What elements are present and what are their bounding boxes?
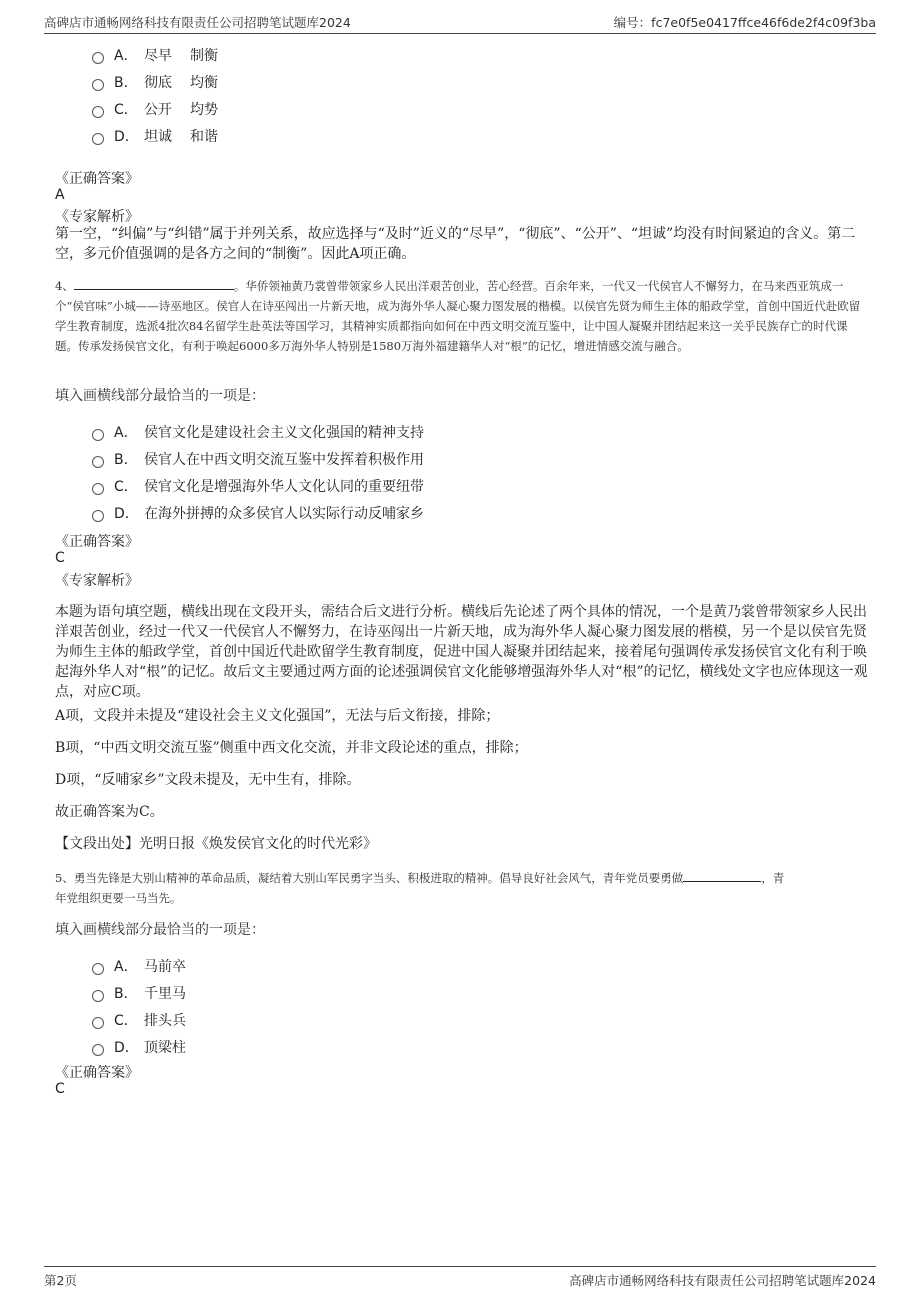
q5-option-d[interactable]: D． 顶梁柱 [92, 1033, 186, 1060]
q5-option-a[interactable]: A． 马前卒 [92, 952, 186, 979]
q4-blank [74, 276, 234, 290]
q4-stem: 4、 。华侨领袖黄乃裳曾带领家乡人民出洋艰苦创业，苦心经营。百余年来，一代又一代侯官人不懈努力，在马来西亚筑成一个“侯官味”小城——诗巫地区。侯官人在诗巫闯出一片新天地，成为海外华人凝心聚力图发展的楷模。以侯官先贤为师生主体的船政学堂，首创中国近代赴欧留学生教育制度，选派4批次84名留学生赴英法等国学习，其精神实质都指向如何在中西文明交流互鉴中，让中国人凝聚并团结起来这一关乎民族存亡的时代课题。传承发扬侯官文化，有利于唤起6000多万海外华人特别是1580万海外福建籍华人对“根”的记忆，增进情感交流与融合。 [55, 276, 868, 356]
q3-analysis-label: 《专家解析》 [55, 209, 139, 225]
q4-option-b[interactable]: B． 侯官人在中西文明交流互鉴中发挥着积极作用 [92, 445, 424, 472]
q3-option-c[interactable]: C． 公开 均势 [92, 95, 218, 122]
radio-icon[interactable] [92, 133, 104, 145]
q3-answer-label: 《正确答案》 [55, 171, 139, 187]
radio-icon[interactable] [92, 456, 104, 468]
q3-options [92, 41, 218, 149]
header-doc-id: 编号：fc7e0f5e0417ffce46f6de2f4c09f3ba [613, 15, 876, 30]
radio-icon[interactable] [92, 79, 104, 91]
radio-icon[interactable] [92, 990, 104, 1002]
q4-analysis-paragraph: 本题为语句填空题，横线出现在文段开头，需结合后文进行分析。横线后先论述了两个具体的情况，一个是黄乃裳曾带领家乡人民出洋艰苦创业，经过一代又一代侯官人不懈努力，在诗巫闯出一片新天地，成为海外华人凝心聚力图发展的楷模，另一个是以侯官先贤为师生主体的船政学堂，首创中国近代赴欧留学生教育制度，促进中国人凝聚并团结起来，接着尾句强调传承发扬侯官文化有利于唤起海外华人对“根”的记忆。故后文主要通过两方面的论述强调侯官文化能够增强海外华人对“根”的记忆，横线处文字也应体现这一观点，对应C项。 [55, 604, 868, 700]
radio-icon[interactable] [92, 963, 104, 975]
radio-icon[interactable] [92, 106, 104, 118]
radio-icon[interactable] [92, 1044, 104, 1056]
q3-option-d[interactable]: D． 坦诚 和谐 [92, 122, 218, 149]
radio-icon[interactable] [92, 483, 104, 495]
q5-stem: 5、勇当先锋是大别山精神的革命品质，凝结着大别山军民勇字当头、积极进取的精神。倡导良好社会风气，青年党员要勇做 ，青 年党组织更要一马当先。 [55, 868, 868, 908]
q5-options [92, 952, 186, 1060]
q4-analysis-conclusion: 故正确答案为C。 [55, 804, 164, 820]
q4-option-c[interactable]: C． 侯官文化是增强海外华人文化认同的重要纽带 [92, 472, 424, 499]
q4-analysis-option-d: D项，“反哺家乡”文段未提及，无中生有，排除。 [55, 772, 361, 788]
q3-option-b[interactable]: B． 彻底 均衡 [92, 68, 218, 95]
q5-option-c[interactable]: C． 排头兵 [92, 1006, 186, 1033]
q5-blank [683, 868, 761, 882]
radio-icon[interactable] [92, 510, 104, 522]
radio-icon[interactable] [92, 429, 104, 441]
header-title: 高碑店市通畅网络科技有限责任公司招聘笔试题库2024 [44, 15, 351, 30]
page-number: 第2页 [44, 1273, 77, 1288]
q3-answer: A [55, 187, 65, 203]
q5-prompt: 填入画横线部分最恰当的一项是： [55, 922, 265, 938]
q4-analysis-option-a: A项，文段并未提及“建设社会主义文化强国”，无法与后文衔接，排除； [55, 708, 500, 724]
header-rule [44, 33, 876, 34]
q4-analysis-label: 《专家解析》 [55, 573, 139, 589]
page-header [44, 13, 876, 31]
q5-answer-label: 《正确答案》 [55, 1065, 139, 1081]
radio-icon[interactable] [92, 52, 104, 64]
q4-answer-label: 《正确答案》 [55, 534, 139, 550]
q5-answer: C [55, 1081, 65, 1097]
q4-analysis-option-b: B项，“中西文明交流互鉴”侧重中西文化交流，并非文段论述的重点，排除； [55, 740, 528, 756]
footer-title: 高碑店市通畅网络科技有限责任公司招聘笔试题库2024 [569, 1273, 876, 1288]
q4-source: 【文段出处】光明日报《焕发侯官文化的时代光彩》 [55, 836, 377, 852]
q3-analysis: 第一空，“纠偏”与“纠错”属于并列关系，故应选择与“及时”近义的“尽早”，“彻底”、“公开”、“坦诚”均没有时间紧迫的含义。第二空，多元价值强调的是各方之间的“制衡”。因此A项正确。 [55, 226, 856, 262]
q4-answer: C [55, 550, 65, 566]
footer-rule [44, 1266, 876, 1267]
q4-prompt: 填入画横线部分最恰当的一项是： [55, 388, 265, 404]
q5-option-b[interactable]: B． 千里马 [92, 979, 186, 1006]
radio-icon[interactable] [92, 1017, 104, 1029]
q4-option-a[interactable]: A． 侯官文化是建设社会主义文化强国的精神支持 [92, 418, 424, 445]
q3-option-a[interactable]: A． 尽早 制衡 [92, 41, 218, 68]
q4-options [92, 418, 424, 526]
q4-option-d[interactable]: D． 在海外拼搏的众多侯官人以实际行动反哺家乡 [92, 499, 424, 526]
